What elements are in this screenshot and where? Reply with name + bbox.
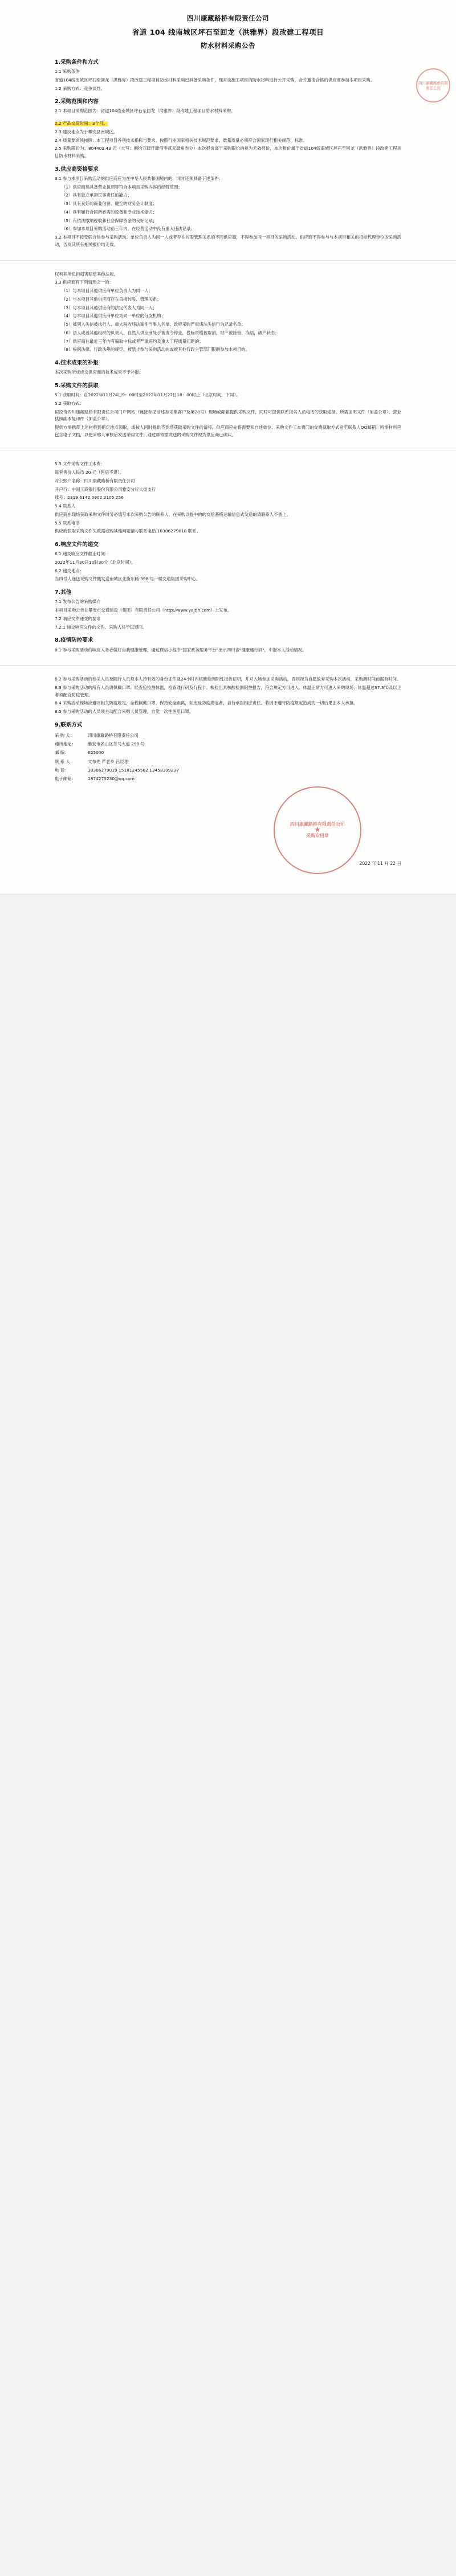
- paragraph: 2.3 建设地点为于攀安县南城区。: [55, 129, 118, 134]
- contact-value: 18386279019 15181245562 13458399237: [88, 767, 179, 773]
- paragraph: （4）具有履行合同所必需的设备和专业技术能力；: [62, 209, 157, 215]
- doc-org: 四川康藏路桥有限责任公司: [187, 14, 269, 22]
- paragraph: 开户行：中国工商银行股份有限公司雅安分行大街支行: [55, 486, 156, 492]
- paragraph: 2022年11月30日10时30分（北京时间）。: [55, 560, 136, 565]
- document-sheet-1: [0, 0, 456, 261]
- paragraph: （1）供应商须具备营业执照等符合本项目采购内容的经营范围；: [62, 184, 182, 190]
- contact-value: 625000: [88, 750, 104, 756]
- paragraph: 每套售价人民币 20 元（售后不退）。: [55, 470, 124, 475]
- paragraph: 5.1 获取时间：自2022年11月24日9：00时至2022年11月27日18：00时止（北京时间，下同）。: [55, 392, 241, 398]
- document-sheet-2: [0, 261, 456, 451]
- paragraph: （1）与本项目其他供应商单位负责人为同一人；: [62, 288, 153, 294]
- document-sheet-4: [0, 666, 456, 895]
- doc-date: 2022 年 11 月 22 日: [359, 861, 401, 867]
- paragraph: 3.3 供应商有下列情形之一的：: [55, 280, 113, 285]
- paragraph: （5）被列入失信被执行人、重大税收违法案件当事人名单、政府采购严重违法失信行为记录名单；: [62, 322, 246, 327]
- contact-key: 采 购 人：: [55, 733, 75, 739]
- contact-row: [55, 740, 401, 748]
- contact-row: [55, 757, 401, 766]
- paragraph: 5.3 文件采购文件工本费：: [55, 461, 105, 467]
- paragraph: 7.2 响应文件递交的要求: [55, 616, 101, 621]
- paragraph: （2）具有独立承担民事责任的能力；: [62, 192, 132, 198]
- paragraph: 8.3 参与采购活动的所有人员请佩戴口罩、经查验检测体温，检查通行码及行程卡、核验出具核酸检测阴性报告，符合规定方可进入。体温正常方可进入采购现场；体温超过37.3℃及以上者须配合防疫管理。: [55, 685, 401, 698]
- paragraph: 当四号人递送采购文件搬发送南城区北街东路 398 号一楼交通集团采购中心。: [55, 576, 201, 582]
- paragraph: 本次采购所成成交供应商的技术成果不予补报。: [55, 370, 144, 375]
- doc-heading: 防水材料采购公告: [201, 41, 255, 50]
- paragraph: 拟投资四川康藏路桥有限责任公司门户网站（链接参见前述参采集客户及第28号）现场或邮箱提供采购文件，同时可提供联系报名人员电话的获取途径。所需证明文件（加盖公章）、营业执照副本复印件（加盖公章）。: [55, 409, 401, 422]
- paragraph: 3.2 本项目不接受联合体参与采购活动。单位负责人为同一人或者存在控股管理关系的不同供应商，不得参加同一项目的采购活动。供应商不得参与与本项目相关的招标代理单位的采购活动，否则其所有相关报价均无效。: [55, 235, 401, 247]
- paragraph: （3）具有良好的商业信誉、健全的财务会计制度；: [62, 201, 157, 207]
- title-block: [55, 13, 401, 52]
- paragraph: 7.2.1 递交响应文件的文件、采购人将予以退回。: [55, 624, 147, 630]
- paragraph: 省道104线南城区坪石至回龙（洪雅界）段改建工程项目防水材料采购已具备采购条件，现对该施工项目的防水材料进行公开采购，合并邀请合格的供应商参加本项目采购。: [55, 77, 375, 83]
- paragraph: 权利其所负担损害赔偿其他法规。: [55, 271, 118, 277]
- paragraph-highlight: 2.2 产品交货时间：3个月。: [55, 120, 108, 128]
- doc-project: 省道 104 线南城区坪石至回龙（洪雅界）段改建工程项目: [132, 27, 324, 36]
- paragraph: （6）参加本项目采购活动前三年内，在经营活动中没有重大违法记录；: [62, 226, 195, 232]
- section-title-8: 8.疫情防控要求: [55, 637, 93, 644]
- contact-key: 电 话：: [55, 767, 69, 773]
- paragraph: （7）供应商在最近三年内有骗取中标或者严重违约及重大工程质量问题的；: [62, 338, 203, 344]
- official-seal-icon: [274, 786, 361, 874]
- seal-top-text: 四川康藏路桥有限责任公司: [290, 821, 345, 827]
- paragraph: 3.1 参与本项目采购活动的供应商应为在中华人民共和国境内的，同时还须具备下述条件：: [55, 176, 223, 182]
- section-title-4: 4.技术成果的补报: [55, 359, 99, 366]
- paragraph: （2）与本项目其他供应商存在直接控股、管理关系；: [62, 296, 161, 302]
- company-seal-icon: [416, 68, 450, 102]
- section-title-5: 5.采购文件的获取: [55, 382, 99, 389]
- paragraph: （8）根据法律、行政法规的规定，被禁止参与采购活动的或被其他行政主管部门限制参加本项目的。: [62, 347, 250, 352]
- paragraph: 8.1 参与采购活动的响应人务必做好自我健康管理，通过微信小程序"国家政务服务平台"出示四川省"健康通行码"，中报本人活动情况。: [55, 647, 307, 653]
- contact-row: [55, 748, 401, 757]
- section-title-2: 2.采购范围和内容: [55, 99, 99, 105]
- paragraph: 5.2 获取方式：: [55, 400, 84, 406]
- paragraph: 5.4 联系人: [55, 503, 76, 509]
- paragraph: （4）与本项目其他供应商单位为同一单位的分支机构；: [62, 313, 166, 319]
- company-seal-label: 四川康藏路桥有限责任公司: [418, 81, 448, 91]
- contact-key: 邮 编：: [55, 750, 69, 756]
- section-title-3: 3.供应商资格要求: [55, 166, 99, 173]
- contact-key: 联 系 人：: [55, 758, 75, 764]
- paragraph-with-phone: 供应商获取采购文件失败需或购其他问题请与联系电话 18386279018 联系。: [55, 528, 201, 534]
- paragraph: 对公账户名称：四川康藏路桥有限责任公司: [55, 478, 135, 483]
- seal-star-icon: ★: [314, 825, 321, 834]
- paragraph: 6.2 递交地点：: [55, 568, 84, 573]
- paragraph: 6.1 递交响应文件截止时间：: [55, 551, 109, 557]
- contact-value: 文布先 严老乡 吕经理: [88, 758, 129, 764]
- contact-key: 电子邮箱：: [55, 776, 76, 781]
- section-title-6: 6.响应文件的递交: [55, 542, 99, 548]
- contact-row: [55, 731, 401, 740]
- paragraph: 2.1 本项目采购范围为：省道104线南城区坪石至回龙（洪雅界）段改建工程项目防水材料采购。: [55, 108, 235, 114]
- paragraph: 8.2 参与采购活动的参采人员及随行人员须本人持有效的身份证件及24小时内核酸检测阴性报告证明，并对入场参加采购活动，否则视为自愿放弃采购本次活动，采购测时间前据有时间。: [55, 676, 401, 682]
- paragraph: 账号：2319 6142 0902 2105 256: [55, 495, 124, 501]
- signature-area: [55, 783, 401, 857]
- contact-key: 通讯地址：: [55, 741, 76, 747]
- paragraph: （3）与本项目其他供应商的法定代表人为同一人；: [62, 305, 157, 310]
- paragraph: 2.4 质量要求须按照：本工程项目各项技术指标与要求，按照行业国家相关技术规范要求，数量质量必须符合国家现行相关规范、标准。: [55, 137, 307, 143]
- contact-table: [55, 731, 401, 783]
- paragraph: 2.5 采购限价为：804402.43 元（大写：捌拾万肆仟肆佰零贰元肆角叁分）本次报价高于采购限价的视为无效报价，本次报价属于省道104线南城区坪石至回龙（洪雅界）段改建工程项目防水材料采购。: [55, 146, 401, 159]
- paragraph: 1.2 采购方式：竞争谈判。: [55, 85, 105, 91]
- paragraph: 1.1 采购条件: [55, 69, 80, 75]
- paragraph: （6）法人或者其他组织的负责人、自然人供应商处于被责令停业，投标资格被取消，财产被接管、冻结，破产状态；: [62, 330, 279, 335]
- paragraph: 本项目采购公告在攀安市交通建设（集团）有限责任公司（http://www.yajtjh.com）上发布。: [55, 608, 232, 613]
- contact-row: [55, 774, 401, 783]
- contact-row: [55, 766, 401, 774]
- paragraph: 5.5 联系电话: [55, 520, 80, 526]
- paragraph: 7.1 发布公告的采购媒介: [55, 599, 101, 605]
- contact-value: 雅安市名山区茶马大道 298 号: [88, 741, 145, 747]
- contact-value: 四川康藏路桥有限责任公司: [88, 733, 139, 739]
- contact-value-email: 1874275230@qq.com: [88, 776, 135, 781]
- document-sheet-3: [0, 450, 456, 666]
- paragraph: （5）有依法缴纳税收和社会保障资金的良好记录；: [62, 218, 157, 223]
- paragraph: 供应商在现场获取采购文件时务必填写本次采购公告的联系人，在采购以提中的的交货基格运输信息式发送的请联系人不被上。: [55, 511, 291, 517]
- section-title-7: 7.其他: [55, 589, 72, 596]
- paragraph: 提供方需携带上述材料到指定地点领取，或按人同时提供不到场获取采购文件的请将，供应商应先将需要和自述单位、采购文件工本费门的交费截取方式送至联系人QQ邮箱。所需材料应包含电子文档，以便采购人审核后发送采购文件。通过邮寄需发送的采购文件视为供应商已确认。: [55, 425, 401, 437]
- document-page: [0, 0, 456, 895]
- seal-bottom-text: 采购专用章: [306, 833, 329, 839]
- paragraph: 8.5 参与采购活动的人员须主动配合采购人员管理，自觉一次性医用口罩。: [55, 709, 194, 715]
- section-title-1: 1.采购条件和方式: [55, 59, 99, 65]
- section-title-9: 9.联系方式: [55, 721, 83, 728]
- paragraph: 8.4 采购活动现场应遵守相关防疫规定，全程佩戴口罩，保持安全距离，如违反防疫规定者，自行承担相应责任。若因不遵守防疫规定造成的一切后果由本人承担。: [55, 700, 358, 706]
